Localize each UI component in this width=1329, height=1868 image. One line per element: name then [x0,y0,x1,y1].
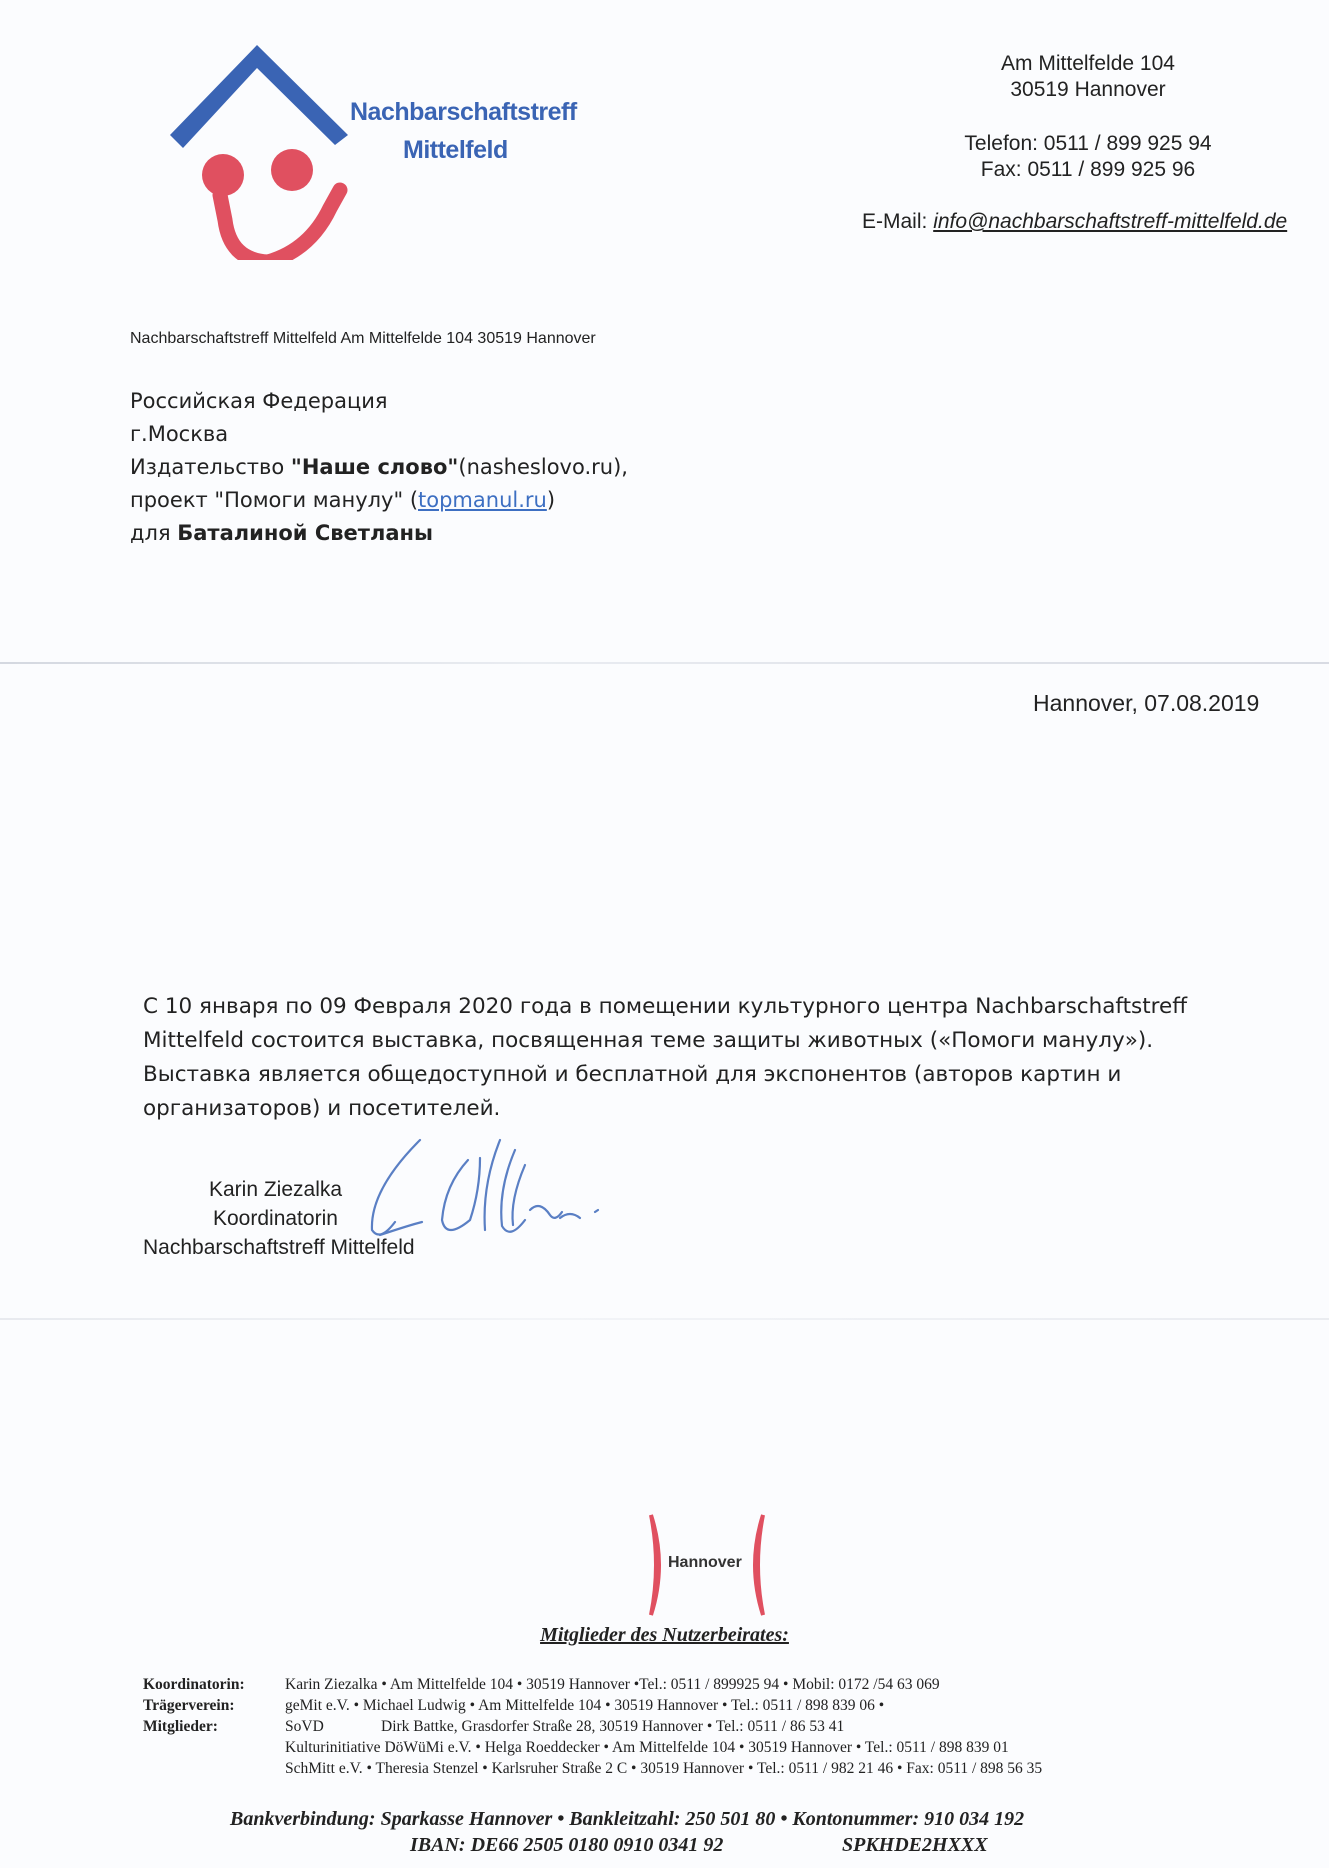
hannover-logo [643,1510,773,1620]
recipient-city: г.Москва [130,422,229,446]
hannover-logo-text: Hannover [668,1554,742,1571]
recipient-address [130,385,628,550]
house-face-icon [150,30,590,260]
org-logo [150,30,590,260]
sender-street: Am Mittelfelde 104 [1001,52,1175,75]
bank-bic: SPKHDE2HXXX [842,1834,988,1856]
handwritten-signature [350,1130,620,1260]
sender-fax: Fax: 0511 / 899 925 96 [980,158,1196,181]
recipient-country: Российская Федерация [130,389,388,413]
logo-name-line2: Mittelfeld [403,136,508,164]
footer-row-sovd: SoVD [285,1718,324,1735]
fold-line [0,1318,1329,1320]
letter-date: Hannover, 07.08.2019 [1033,690,1260,716]
signatory-org: Nachbarschaftstreff Mittelfeld [143,1236,415,1259]
letter-body [143,990,1233,1126]
footer-row: SchMitt e.V. • Theresia Stenzel • Karlsruher Straße 2 C • 30519 Hannover • Tel.: 0511 / 982 21 46 • Fax: 0511 / 898 56 35 [285,1760,1043,1777]
fold-line [0,662,1329,664]
footer-row: Dirk Battke, Grasdorfer Straße 28, 30519 Hannover • Tel.: 0511 / 86 53 41 [381,1718,845,1735]
recipient-publisher: Издательство "Наше слово"(nasheslovo.ru), [130,455,628,479]
sender-city: 30519 Hannover [1010,78,1166,101]
signatory-name: Karin Ziezalka [209,1178,343,1201]
bank-iban: IBAN: DE66 2505 0180 0910 0341 92 [410,1834,724,1856]
body-line: Mittelfeld состоится выставка, посвященная теме защиты животных («Помоги манулу»). [143,1028,1154,1053]
footer-row: Karin Ziezalka • Am Mittelfelde 104 • 30519 Hannover •Tel.: 0511 / 899925 94 • Mobil: 0172 /54 63 069 [285,1676,940,1693]
body-line: Выставка является общедоступной и бесплатной для экспонентов (авторов картин и [143,1062,1122,1087]
signatory-role: Koordinatorin [213,1207,338,1230]
project-link[interactable]: topmanul.ru [418,488,547,512]
bank-details: Bankverbindung: Sparkasse Hannover • Bankleitzahl: 250 501 80 • Kontonummer: 910 034 192 [230,1808,1025,1830]
footer-row: Kulturinitiative DöWüMi e.V. • Helga Roeddecker • Am Mittelfelde 104 • 30519 Hannover • Tel.: 0511 / 898 839 01 [285,1739,1009,1756]
members-title: Mitglieder des Nutzerbeirates: [540,1624,789,1646]
footer-row: geMit e.V. • Michael Ludwig • Am Mittelfelde 104 • 30519 Hannover • Tel.: 0511 / 898 839 06 • [285,1697,885,1714]
footer-label-traegerverein: Trägerverein: [143,1697,235,1714]
body-line: организаторов) и посетителей. [143,1096,501,1121]
logo-name-line1: Nachbarschaftstreff [350,98,577,126]
sender-email-line [862,210,1287,234]
body-line: С 10 января по 09 Февраля 2020 года в помещении культурного центра Nachbarschaftstreff [143,994,1188,1019]
footer-label-koordinatorin: Koordinatorin: [143,1676,245,1693]
sender-phone: Telefon: 0511 / 899 925 94 [964,132,1212,155]
email-link[interactable]: info@nachbarschaftstreff-mittelfeld.de [933,210,1288,233]
footer-label-mitglieder: Mitglieder: [143,1718,218,1735]
email-label: E-Mail: [862,210,928,233]
recipient-person: для Баталиной Светланы [130,521,433,545]
recipient-project: проект "Помоги манулу" (topmanul.ru) [130,488,556,512]
return-address: Nachbarschaftstreff Mittelfeld Am Mittelfelde 104 30519 Hannover [130,330,596,347]
